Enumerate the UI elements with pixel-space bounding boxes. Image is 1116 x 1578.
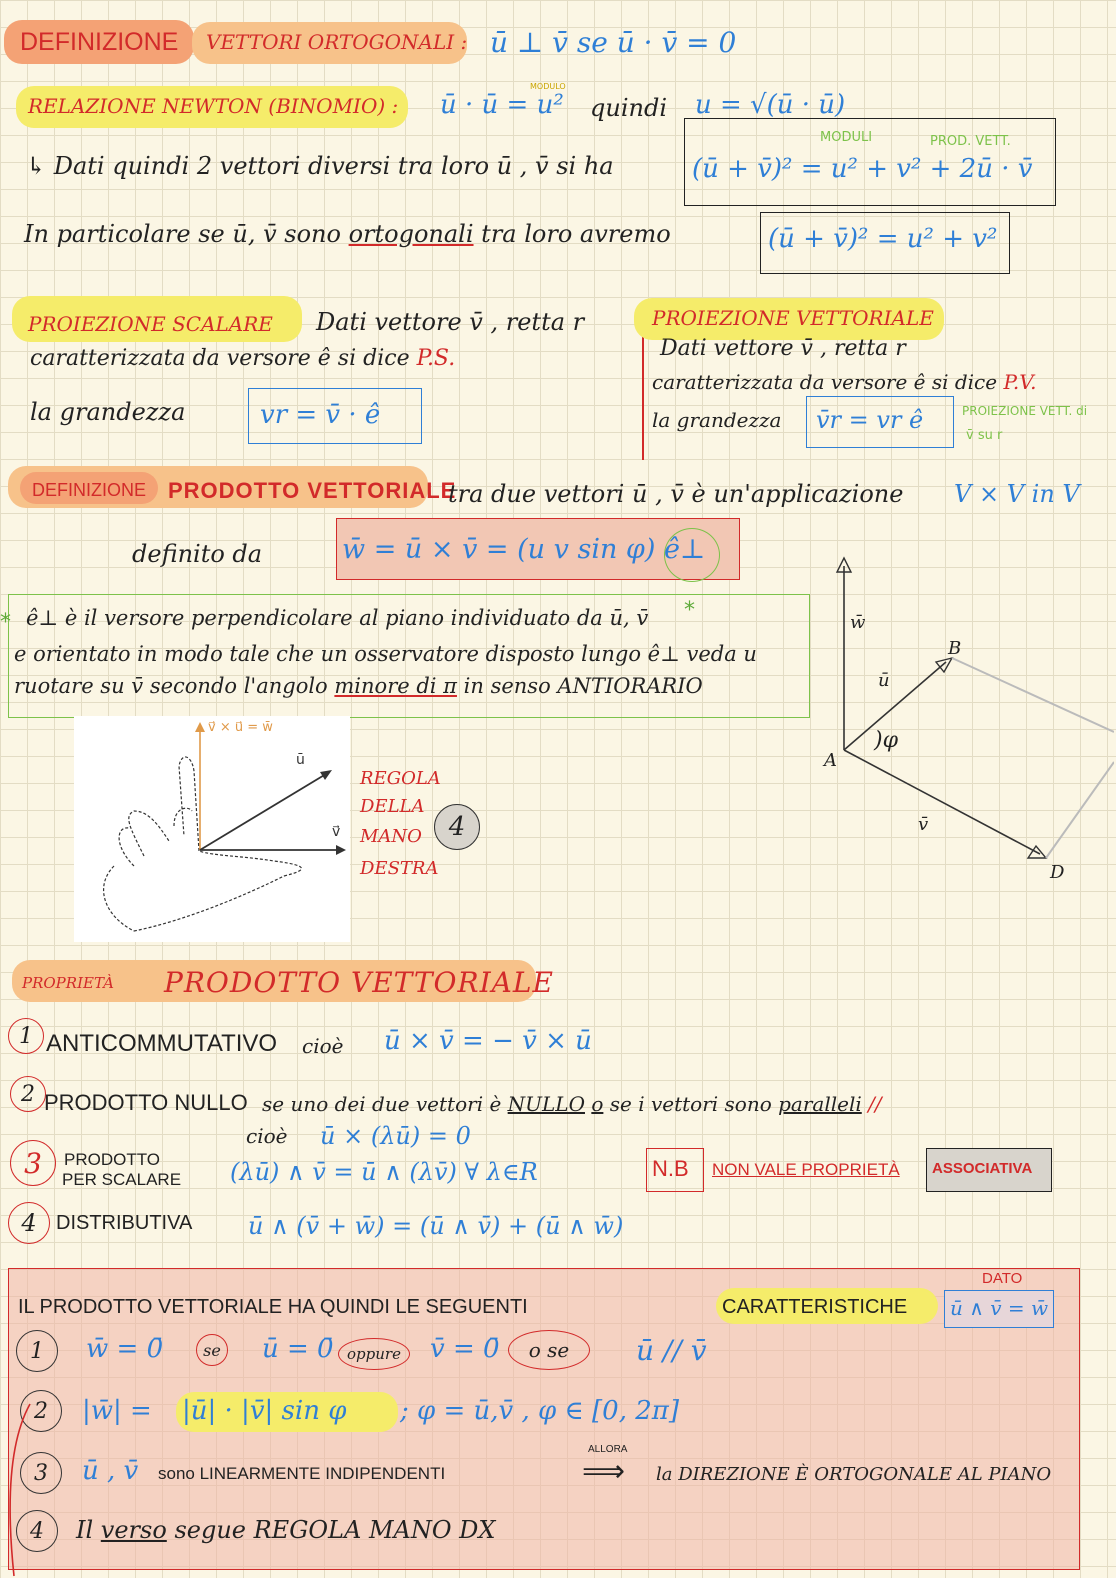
char-2-number: 2 bbox=[34, 1398, 48, 1424]
char-4-rest: segue REGOLA MANO DX bbox=[174, 1516, 496, 1544]
in-particolare-a: In particolare se ū, v̄ sono bbox=[24, 220, 341, 248]
proprieta-small: PROPRIETÀ bbox=[22, 974, 114, 992]
prop-2-number: 2 bbox=[21, 1081, 35, 1107]
pv-note1: PROIEZIONE VETT. di bbox=[962, 404, 1088, 418]
pv-text3: la grandezza bbox=[652, 408, 782, 432]
prop-3-number: 3 bbox=[24, 1146, 42, 1180]
versore-note-line1: ê⊥ è il versore perpendicolare al piano individuato da ū, v̄ bbox=[26, 606, 649, 630]
tra-due-vettori-text: tra due vettori ū , v̄ è un'applicazione bbox=[448, 480, 904, 508]
dato-formula: ū ∧ v̄ = w̄ bbox=[950, 1296, 1049, 1320]
prop-2-text bbox=[262, 1092, 882, 1116]
prop-1-number: 1 bbox=[19, 1023, 33, 1049]
margin-curve bbox=[0, 1400, 40, 1578]
orthogonal-binomial-formula: (ū + v̄)² = u² + v² bbox=[768, 224, 998, 254]
moduli-label: MODULI bbox=[820, 130, 873, 145]
summary-title: IL PRODOTTO VETTORIALE HA QUINDI LE SEGUENTI bbox=[18, 1296, 528, 1318]
prop-4-formula: ū ∧ (v̄ + w̄) = (ū ∧ v̄) + (ū ∧ w̄) bbox=[248, 1212, 624, 1240]
char-2-b: ; φ = ū,v̄ , φ ∈ [0, 2π] bbox=[400, 1396, 680, 1426]
char-1-oppure: oppure bbox=[347, 1345, 401, 1363]
cross-product-formula: w̄ = ū × v̄ = (u v sin φ) ê⊥ bbox=[342, 534, 706, 565]
char-1-u: ū = 0̄ bbox=[262, 1334, 334, 1364]
definizione-badge-1-label: DEFINIZIONE bbox=[20, 28, 179, 56]
right-hand-figure bbox=[74, 716, 350, 942]
char-2-a: |w̄| = bbox=[82, 1396, 152, 1426]
char-4-number: 4 bbox=[30, 1518, 44, 1544]
prop-2-formula: ū × (λū) = 0 bbox=[320, 1122, 471, 1150]
proiezione-vettoriale-title: PROIEZIONE VETTORIALE bbox=[652, 306, 934, 330]
caratteristiche-label: CARATTERISTICHE bbox=[722, 1296, 908, 1318]
prop-2-circle bbox=[10, 1076, 46, 1112]
char-3-a: ū , v̄ bbox=[82, 1456, 139, 1486]
char-1-v: v̄ = 0̄ bbox=[430, 1334, 500, 1364]
char-1-ose: o se bbox=[528, 1338, 570, 1362]
in-particolare-b: tra loro avremo bbox=[481, 220, 671, 248]
point-d: D bbox=[1050, 862, 1065, 883]
definizione-badge-2-label: DEFINIZIONE bbox=[32, 480, 147, 500]
in-particolare-text bbox=[24, 220, 671, 248]
prop-2-parallel-symbol: // bbox=[868, 1092, 882, 1116]
ps-abbrev: P.S. bbox=[416, 346, 456, 371]
versore-note-line2: e orientato in modo tale che un osservatore disposto lungo ê⊥ veda u bbox=[14, 642, 757, 666]
prop-4-name: DISTRIBUTIVA bbox=[56, 1212, 193, 1234]
orthogonal-formula: ū ⊥ v̄ se ū · v̄ = 0 bbox=[490, 26, 737, 59]
prop-3-circle bbox=[10, 1140, 56, 1186]
vector-diagram-svg bbox=[814, 552, 1114, 892]
char-1-se: se bbox=[203, 1340, 221, 1360]
char-3-text: sono LINEARMENTE INDIPENDENTI bbox=[158, 1464, 446, 1483]
due-vettori-text: ↳ Dati quindi 2 vettori diversi tra loro ū , v̄ si ha bbox=[26, 152, 614, 180]
ortogonali-underlined: ortogonali bbox=[348, 220, 474, 248]
char-1-number: 1 bbox=[30, 1338, 44, 1364]
prod-vett-label: PROD. VETT. bbox=[930, 134, 1011, 149]
pv-text1: Dati vettore v̄ , retta r bbox=[660, 336, 906, 361]
char-1-se-circle bbox=[196, 1334, 228, 1366]
prop-2-text-a: se uno dei due vettori è bbox=[262, 1092, 502, 1116]
char-4-verso: verso bbox=[100, 1516, 167, 1544]
regola-line3: MANO bbox=[360, 826, 422, 847]
vector-diagram bbox=[814, 552, 1114, 892]
char-1-ose-circle bbox=[508, 1330, 590, 1370]
prop-2-name: PRODOTTO NULLO bbox=[44, 1090, 248, 1115]
point-b: B bbox=[948, 638, 962, 659]
diagram-label-phi: )φ bbox=[874, 728, 898, 753]
char-4-il: Il bbox=[76, 1516, 94, 1544]
prop-1-formula: ū × v̄ = − v̄ × ū bbox=[384, 1026, 592, 1056]
versore-note-line3 bbox=[14, 674, 703, 698]
pv-formula: v̄r = vr ê bbox=[816, 406, 924, 434]
vettori-ortogonali-title: VETTORI ORTOGONALI : bbox=[206, 30, 468, 54]
pv-note2: v̄ su r bbox=[966, 428, 1003, 443]
relazione-newton-title: RELAZIONE NEWTON (BINOMIO) : bbox=[28, 94, 399, 118]
modulus-formula: u = √(ū · ū) bbox=[695, 90, 846, 120]
regola-line4: DESTRA bbox=[360, 858, 439, 879]
prop-1-name: ANTICOMMUTATIVO bbox=[46, 1030, 278, 1057]
quindi-text: quindi bbox=[590, 94, 667, 122]
diagram-label-w: w̄ bbox=[850, 612, 866, 633]
char-1-circle bbox=[16, 1330, 58, 1372]
prop-3-name-a: PRODOTTO bbox=[64, 1150, 161, 1169]
prop-3-formula: (λū) ∧ v̄ = ū ∧ (λv̄) ∀ λ∈R bbox=[230, 1158, 538, 1186]
prop-1-cioe: cioè bbox=[302, 1034, 344, 1058]
diagram-label-u: ū bbox=[878, 670, 890, 691]
char-3-arrow: ⟹ bbox=[582, 1454, 626, 1489]
right-hand-drawing bbox=[74, 716, 350, 942]
char-1-parallel: ū // v̄ bbox=[636, 1334, 707, 1367]
definito-da-text: definito da bbox=[132, 540, 263, 568]
prop-2-cioe: cioè bbox=[246, 1124, 288, 1148]
prop-3-name-b: PER SCALARE bbox=[62, 1170, 182, 1189]
associativa-label: ASSOCIATIVA bbox=[932, 1160, 1033, 1177]
pv-abbrev: P.V. bbox=[1003, 370, 1037, 394]
char-3-b: la DIREZIONE È ORTOGONALE AL PIANO bbox=[656, 1464, 1052, 1485]
char-1-w: w̄ = 0̄ bbox=[86, 1334, 164, 1364]
prop-2-o: o bbox=[591, 1092, 604, 1116]
ps-text1: Dati vettore v̄ , retta r bbox=[316, 308, 585, 336]
proiezione-scalare-title: PROIEZIONE SCALARE bbox=[28, 312, 273, 336]
hand-label-u: ū bbox=[296, 752, 305, 768]
char-3-number: 3 bbox=[34, 1460, 48, 1486]
regola-line2: DELLA bbox=[360, 796, 425, 817]
asterisk-right: * bbox=[684, 598, 695, 623]
ps-text3: la grandezza bbox=[30, 398, 186, 426]
minore-pi-underlined: minore di π bbox=[334, 674, 457, 698]
char-1-oppure-circle bbox=[338, 1338, 410, 1370]
vxv-text: V × V in V bbox=[954, 480, 1080, 508]
binomial-formula: (ū + v̄)² = u² + v² + 2ū · v̄ bbox=[692, 154, 1033, 184]
pv-text2-a: caratterizzata da versore ê si dice bbox=[652, 370, 998, 394]
prop-2-text-b: se i vettori sono bbox=[609, 1092, 772, 1116]
ps-formula: vr = v̄ · ê bbox=[260, 400, 381, 430]
versore-note-line3-b: in senso ANTIORARIO bbox=[463, 674, 703, 698]
char-2-hl: |ū| · |v̄| sin φ bbox=[182, 1396, 347, 1426]
diagram-label-v: v̄ bbox=[918, 814, 929, 835]
point-a: A bbox=[824, 750, 837, 771]
ps-text2 bbox=[30, 346, 455, 371]
modulo-note: MODULO bbox=[530, 82, 566, 91]
step-4-circle bbox=[434, 804, 480, 850]
asterisk-left: * bbox=[0, 610, 11, 635]
char-4-text bbox=[76, 1516, 495, 1544]
ps-text2-a: caratterizzata da versore ê si dice bbox=[30, 346, 410, 371]
hand-label-w: v⃗ × u⃗ = w̄ bbox=[208, 720, 273, 735]
nb-label: N.B bbox=[652, 1156, 689, 1181]
proprieta-big: PRODOTTO VETTORIALE bbox=[164, 966, 554, 999]
norm-formula: ū · ū = u² bbox=[440, 90, 564, 120]
prop-2-paralleli: paralleli bbox=[778, 1092, 862, 1116]
versore-note-line3-a: ruotare su v̄ secondo l'angolo bbox=[14, 674, 328, 698]
step-4-number: 4 bbox=[448, 812, 466, 842]
prodotto-vettoriale-title: PRODOTTO VETTORIALE bbox=[168, 478, 457, 503]
char-3-allora: ALLORA bbox=[588, 1444, 628, 1455]
dato-label: DATO bbox=[982, 1270, 1023, 1287]
hand-label-v: v⃗ bbox=[332, 824, 341, 840]
pv-text2 bbox=[652, 370, 1037, 394]
nb-text: NON VALE PROPRIETÀ bbox=[712, 1160, 900, 1179]
regola-line1: REGOLA bbox=[360, 768, 441, 789]
prop-1-circle bbox=[8, 1018, 44, 1054]
prop-4-circle bbox=[8, 1202, 50, 1244]
prop-4-number: 4 bbox=[21, 1209, 37, 1237]
prop-2-nullo: NULLO bbox=[507, 1092, 585, 1116]
